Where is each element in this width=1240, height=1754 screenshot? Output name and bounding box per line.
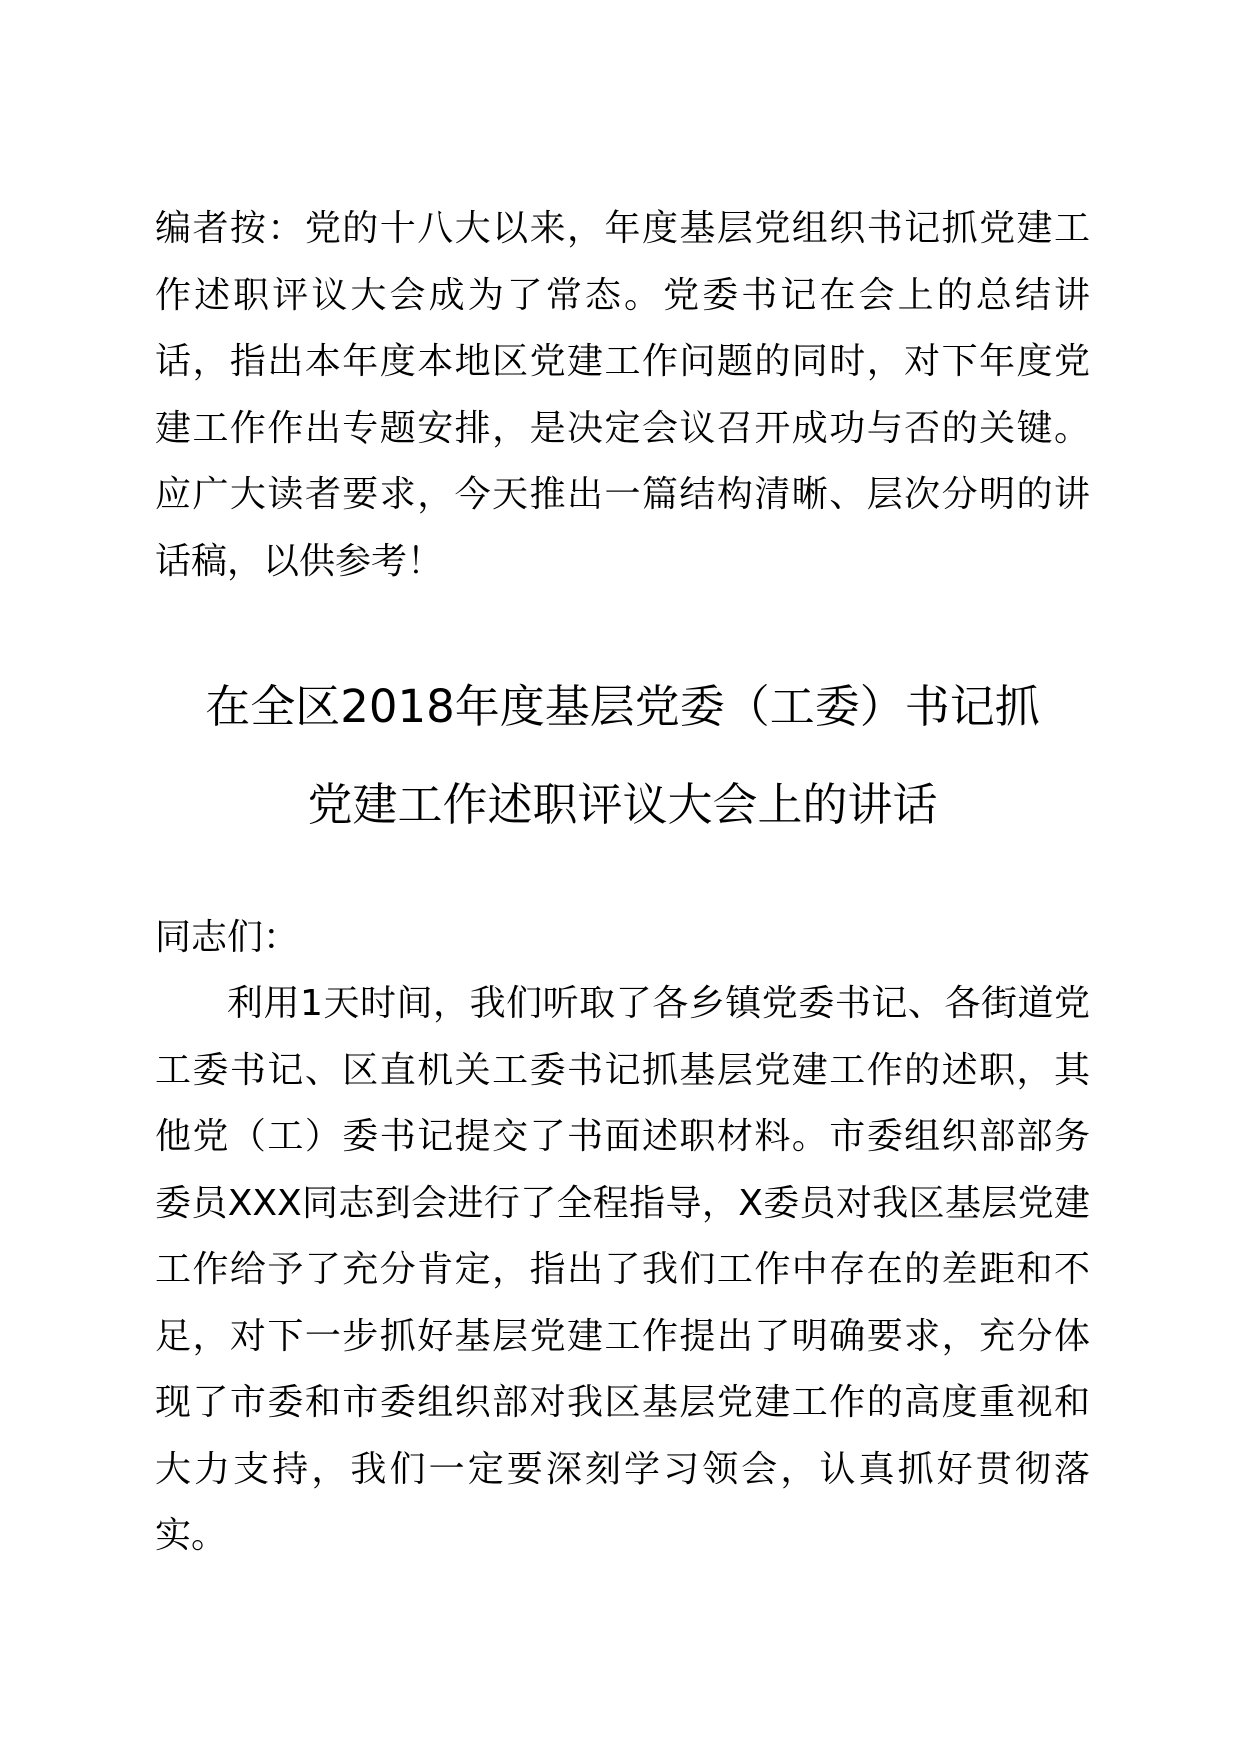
speech-title-line-2: 党建工作述职评议大会上的讲话 <box>307 778 938 831</box>
speech-title-line-1: 在全区2018年度基层党委（工委）书记抓 <box>205 680 1040 733</box>
salutation: 同志们： <box>155 917 300 958</box>
body-paragraph: 利用1天时间，我们听取了各乡镇党委书记、各街道党工委书记、区直机关工委书记抓基层党建工作的述职，其他党（工）委书记提交了书面述职材料。市委组织部部务委员XXX同志到会进行了全程指导，X委员对我区基层党建工作给予了充分肯定，指出了我们工作中存在的差距和不足，对下一步抓好基层党建工作提出了明确要求，充分体现了市委和市委组织部对我区基层党建工作的高度重视和大力支持，我们一定要深刻学习领会，认真抓好贯彻落实。 <box>155 983 1090 1556</box>
editor-note: 编者按：党的十八大以来，年度基层党组织书记抓党建工作述职评议大会成为了常态。党委书记在会上的总结讲话，指出本年度本地区党建工作问题的同时，对下年度党建工作作出专题安排，是决定会议召开成功与否的关键。应广大读者要求，今天推出一篇结构清晰、层次分明的讲话稿，以供参考！ <box>155 208 1090 582</box>
speech-title <box>155 658 1090 854</box>
